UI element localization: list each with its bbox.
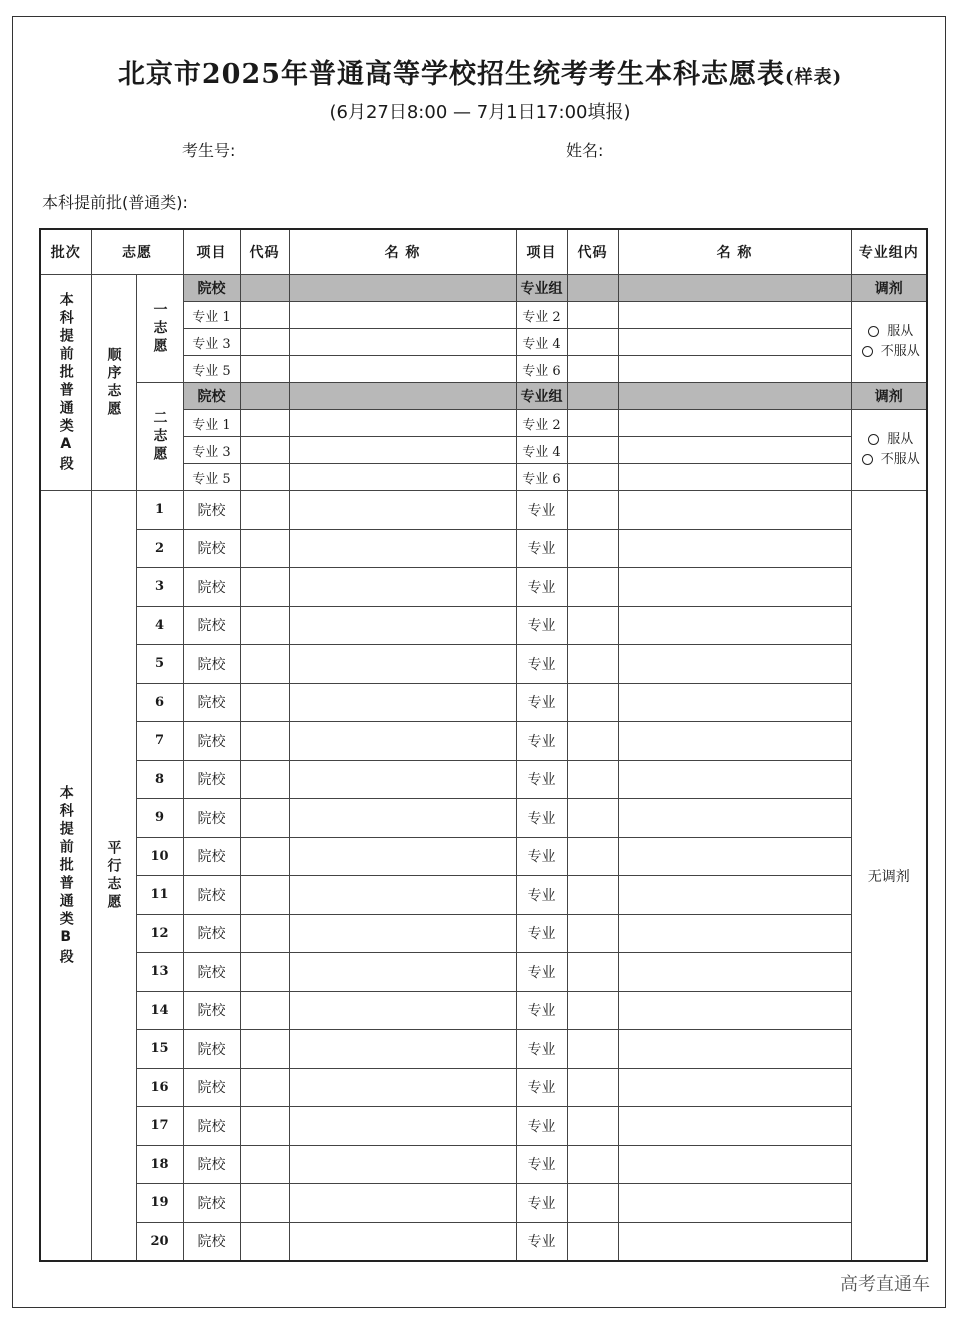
major-name-cell[interactable]	[289, 410, 516, 437]
major-label: 专业	[516, 491, 567, 530]
major-name-cell[interactable]	[618, 529, 851, 568]
parallel-row	[40, 953, 927, 992]
choice-header-row	[40, 275, 927, 302]
school-label: 院校	[183, 1030, 240, 1069]
school-label: 院校	[183, 1222, 240, 1261]
sequential-label: 顺序志愿	[91, 275, 136, 491]
school-code-cell[interactable]	[240, 722, 289, 761]
batch-b-label: 本科提前批普通类B段	[40, 491, 91, 1262]
choice-number: 5	[136, 645, 183, 684]
school-name-cell[interactable]	[289, 491, 516, 530]
parallel-row	[40, 491, 927, 530]
school-code-cell[interactable]	[240, 1222, 289, 1261]
major-name-cell[interactable]	[618, 1184, 851, 1223]
choice-label: 二志愿	[136, 383, 183, 491]
major-code-cell[interactable]	[567, 606, 618, 645]
choice-number: 20	[136, 1222, 183, 1261]
school-label: 院校	[183, 491, 240, 530]
group-name-cell[interactable]	[618, 383, 851, 410]
col-adjust: 专业组内	[851, 229, 927, 275]
major-name-cell[interactable]	[618, 568, 851, 607]
school-name-cell[interactable]	[289, 991, 516, 1030]
choice-number: 1	[136, 491, 183, 530]
major-code-cell[interactable]	[567, 1107, 618, 1146]
major-code-cell[interactable]	[240, 356, 289, 383]
major-name-cell[interactable]	[618, 1068, 851, 1107]
school-label: 院校	[183, 645, 240, 684]
group-label: 专业组	[516, 275, 567, 302]
school-label: 院校	[183, 1145, 240, 1184]
not-obey-option[interactable]: 不服从	[856, 450, 927, 470]
major-label: 专业	[516, 837, 567, 876]
major-code-cell[interactable]	[567, 1030, 618, 1069]
school-label: 院校	[183, 953, 240, 992]
choice-number: 19	[136, 1184, 183, 1223]
major-code-cell[interactable]	[567, 799, 618, 838]
major-code-cell[interactable]	[567, 1222, 618, 1261]
choice-number: 13	[136, 953, 183, 992]
choice-number: 6	[136, 683, 183, 722]
school-name-cell[interactable]	[289, 722, 516, 761]
school-name-cell[interactable]	[289, 529, 516, 568]
major-code-cell[interactable]	[567, 568, 618, 607]
major-code-cell[interactable]	[567, 437, 618, 464]
school-code-cell[interactable]	[240, 491, 289, 530]
choice-label: 一志愿	[136, 275, 183, 383]
school-label: 院校	[183, 683, 240, 722]
major-name-cell[interactable]	[618, 1145, 851, 1184]
school-name-cell[interactable]	[289, 1222, 516, 1261]
parallel-row	[40, 914, 927, 953]
school-code-cell[interactable]	[240, 799, 289, 838]
school-name-cell[interactable]	[289, 383, 516, 410]
school-code-cell[interactable]	[240, 1068, 289, 1107]
major-name-cell[interactable]	[618, 1030, 851, 1069]
col-choice: 志愿	[91, 229, 183, 275]
major-code-cell[interactable]	[567, 529, 618, 568]
major-code-cell[interactable]	[240, 437, 289, 464]
major-label: 专业 6	[516, 464, 567, 491]
choice-number: 16	[136, 1068, 183, 1107]
major-code-cell[interactable]	[567, 914, 618, 953]
school-code-cell[interactable]	[240, 876, 289, 915]
parallel-row	[40, 683, 927, 722]
school-name-cell[interactable]	[289, 914, 516, 953]
major-label: 专业	[516, 1184, 567, 1223]
major-code-cell[interactable]	[567, 1068, 618, 1107]
major-name-cell[interactable]	[618, 953, 851, 992]
obey-option[interactable]: 服从	[856, 322, 927, 342]
radio-circle-icon[interactable]	[868, 434, 879, 445]
major-name-cell[interactable]	[618, 410, 851, 437]
school-label: 院校	[183, 991, 240, 1030]
major-label: 专业	[516, 991, 567, 1030]
school-label: 院校	[183, 876, 240, 915]
group-name-cell[interactable]	[618, 275, 851, 302]
major-label: 专业 5	[183, 356, 240, 383]
fill-period: (6月27日8:00 — 7月1日17:00填报)	[329, 102, 631, 123]
parallel-row	[40, 1068, 927, 1107]
major-code-cell[interactable]	[240, 464, 289, 491]
major-code-cell[interactable]	[567, 722, 618, 761]
school-code-cell[interactable]	[240, 914, 289, 953]
major-label: 专业	[516, 914, 567, 953]
major-label: 专业	[516, 1030, 567, 1069]
major-label: 专业 1	[183, 302, 240, 329]
col-code2: 代码	[567, 229, 618, 275]
major-code-cell[interactable]	[240, 302, 289, 329]
parallel-row	[40, 568, 927, 607]
major-label: 专业 4	[516, 437, 567, 464]
group-code-cell[interactable]	[567, 383, 618, 410]
major-name-cell[interactable]	[618, 837, 851, 876]
major-name-cell[interactable]	[289, 356, 516, 383]
table-header	[40, 229, 927, 275]
school-name-cell[interactable]	[289, 876, 516, 915]
parallel-row	[40, 1222, 927, 1261]
major-code-cell[interactable]	[567, 953, 618, 992]
major-label: 专业 3	[183, 437, 240, 464]
major-name-cell[interactable]	[618, 1107, 851, 1146]
major-label: 专业 3	[183, 329, 240, 356]
col-item: 项目	[183, 229, 240, 275]
major-code-cell[interactable]	[567, 1145, 618, 1184]
school-code-cell[interactable]	[240, 606, 289, 645]
major-label: 专业 6	[516, 356, 567, 383]
major-label: 专业	[516, 722, 567, 761]
major-name-cell[interactable]	[618, 799, 851, 838]
no-adjust-label: 无调剂	[851, 491, 927, 1262]
radio-circle-icon[interactable]	[862, 454, 873, 465]
radio-circle-icon[interactable]	[868, 326, 879, 337]
school-name-cell[interactable]	[289, 568, 516, 607]
major-label: 专业	[516, 876, 567, 915]
major-code-cell[interactable]	[567, 410, 618, 437]
school-label: 院校	[183, 799, 240, 838]
major-code-cell[interactable]	[567, 837, 618, 876]
choice-number: 8	[136, 760, 183, 799]
major-name-cell[interactable]	[289, 329, 516, 356]
major-name-cell[interactable]	[618, 437, 851, 464]
school-label: 院校	[183, 1068, 240, 1107]
parallel-row	[40, 799, 927, 838]
major-name-cell[interactable]	[618, 991, 851, 1030]
school-label: 院校	[183, 837, 240, 876]
major-label: 专业	[516, 568, 567, 607]
major-label: 专业 2	[516, 302, 567, 329]
not-obey-option[interactable]: 不服从	[856, 342, 927, 362]
major-label: 专业 4	[516, 329, 567, 356]
choice-header-row	[40, 383, 927, 410]
parallel-row	[40, 1145, 927, 1184]
major-name-cell[interactable]	[618, 329, 851, 356]
major-code-cell[interactable]	[567, 491, 618, 530]
obey-option[interactable]: 服从	[856, 430, 927, 450]
choice-number: 11	[136, 876, 183, 915]
school-label: 院校	[183, 722, 240, 761]
major-code-cell[interactable]	[567, 760, 618, 799]
school-name-cell[interactable]	[289, 799, 516, 838]
school-label: 院校	[183, 914, 240, 953]
candidate-number-label: 考生号:	[182, 141, 236, 160]
choice-number: 17	[136, 1107, 183, 1146]
adjust-label: 调剂	[851, 383, 927, 410]
major-name-cell[interactable]	[618, 683, 851, 722]
school-code-cell[interactable]	[240, 991, 289, 1030]
group-label: 专业组	[516, 383, 567, 410]
major-label: 专业	[516, 529, 567, 568]
major-code-cell[interactable]	[567, 991, 618, 1030]
school-code-cell[interactable]	[240, 837, 289, 876]
major-label: 专业	[516, 1068, 567, 1107]
parallel-row	[40, 991, 927, 1030]
major-label: 专业	[516, 760, 567, 799]
major-name-cell[interactable]	[618, 356, 851, 383]
major-label: 专业	[516, 799, 567, 838]
parallel-row	[40, 837, 927, 876]
parallel-row	[40, 606, 927, 645]
school-code-cell[interactable]	[240, 645, 289, 684]
major-name-cell[interactable]	[289, 437, 516, 464]
school-name-cell[interactable]	[289, 1068, 516, 1107]
adjust-options	[851, 410, 927, 491]
choice-number: 12	[136, 914, 183, 953]
major-code-cell[interactable]	[240, 410, 289, 437]
major-label: 专业 1	[183, 410, 240, 437]
parallel-row	[40, 1030, 927, 1069]
school-code-cell[interactable]	[240, 568, 289, 607]
choice-number: 18	[136, 1145, 183, 1184]
col-name2: 名 称	[618, 229, 851, 275]
school-code-cell[interactable]	[240, 1184, 289, 1223]
major-code-cell[interactable]	[567, 876, 618, 915]
major-name-cell[interactable]	[618, 1222, 851, 1261]
form-title: 北京市2025年普通高等学校招生统考考生本科志愿表(样表)	[117, 59, 843, 90]
major-label: 专业	[516, 953, 567, 992]
parallel-row	[40, 1107, 927, 1146]
choice-number: 15	[136, 1030, 183, 1069]
major-name-cell[interactable]	[618, 606, 851, 645]
school-label: 院校	[183, 1184, 240, 1223]
school-label: 院校	[183, 529, 240, 568]
radio-circle-icon[interactable]	[862, 346, 873, 357]
school-label: 院校	[183, 606, 240, 645]
major-label: 专业	[516, 683, 567, 722]
major-name-cell[interactable]	[618, 914, 851, 953]
school-name-cell[interactable]	[289, 953, 516, 992]
school-name-cell[interactable]	[289, 1145, 516, 1184]
major-code-cell[interactable]	[567, 356, 618, 383]
batch-label: 本科提前批(普通类):	[42, 193, 188, 212]
major-name-cell[interactable]	[618, 760, 851, 799]
school-code-cell[interactable]	[240, 683, 289, 722]
choice-number: 14	[136, 991, 183, 1030]
parallel-label: 平行志愿	[91, 491, 136, 1262]
school-name-cell[interactable]	[289, 1030, 516, 1069]
school-code-cell[interactable]	[240, 383, 289, 410]
parallel-row	[40, 1184, 927, 1223]
major-code-cell[interactable]	[567, 329, 618, 356]
school-name-cell[interactable]	[289, 683, 516, 722]
school-name-cell[interactable]	[289, 606, 516, 645]
choice-number: 10	[136, 837, 183, 876]
parallel-row	[40, 876, 927, 915]
major-label: 专业	[516, 606, 567, 645]
col-item2: 项目	[516, 229, 567, 275]
major-label: 专业	[516, 1107, 567, 1146]
group-code-cell[interactable]	[567, 275, 618, 302]
major-code-cell[interactable]	[567, 645, 618, 684]
school-code-cell[interactable]	[240, 1145, 289, 1184]
col-name: 名 称	[289, 229, 516, 275]
application-table	[39, 228, 928, 1262]
school-label: 院校	[183, 275, 240, 302]
adjust-options	[851, 302, 927, 383]
school-name-cell[interactable]	[289, 1184, 516, 1223]
school-name-cell[interactable]	[289, 645, 516, 684]
candidate-name-label: 姓名:	[566, 141, 604, 160]
major-code-cell[interactable]	[567, 683, 618, 722]
major-label: 专业	[516, 1145, 567, 1184]
school-code-cell[interactable]	[240, 529, 289, 568]
major-name-cell[interactable]	[618, 876, 851, 915]
major-name-cell[interactable]	[618, 464, 851, 491]
school-code-cell[interactable]	[240, 1107, 289, 1146]
school-name-cell[interactable]	[289, 837, 516, 876]
school-code-cell[interactable]	[240, 1030, 289, 1069]
parallel-row	[40, 645, 927, 684]
major-label: 专业	[516, 645, 567, 684]
major-label: 专业	[516, 1222, 567, 1261]
col-code: 代码	[240, 229, 289, 275]
watermark: 高考直通车	[840, 1274, 930, 1295]
school-code-cell[interactable]	[240, 760, 289, 799]
school-name-cell[interactable]	[289, 760, 516, 799]
parallel-row	[40, 722, 927, 761]
school-label: 院校	[183, 760, 240, 799]
parallel-row	[40, 529, 927, 568]
school-name-cell[interactable]	[289, 275, 516, 302]
choice-number: 7	[136, 722, 183, 761]
school-code-cell[interactable]	[240, 953, 289, 992]
school-label: 院校	[183, 383, 240, 410]
major-name-cell[interactable]	[618, 491, 851, 530]
school-code-cell[interactable]	[240, 275, 289, 302]
major-name-cell[interactable]	[618, 722, 851, 761]
school-label: 院校	[183, 1107, 240, 1146]
adjust-label: 调剂	[851, 275, 927, 302]
major-code-cell[interactable]	[567, 302, 618, 329]
major-code-cell[interactable]	[567, 1184, 618, 1223]
major-label: 专业 2	[516, 410, 567, 437]
school-label: 院校	[183, 568, 240, 607]
choice-number: 3	[136, 568, 183, 607]
major-name-cell[interactable]	[618, 302, 851, 329]
col-batch: 批次	[40, 229, 91, 275]
major-name-cell[interactable]	[289, 464, 516, 491]
choice-number: 4	[136, 606, 183, 645]
batch-a-label: 本科提前批普通类A段	[40, 275, 91, 491]
parallel-row	[40, 760, 927, 799]
major-label: 专业 5	[183, 464, 240, 491]
major-name-cell[interactable]	[289, 302, 516, 329]
major-code-cell[interactable]	[240, 329, 289, 356]
major-name-cell[interactable]	[618, 645, 851, 684]
choice-number: 9	[136, 799, 183, 838]
school-name-cell[interactable]	[289, 1107, 516, 1146]
major-code-cell[interactable]	[567, 464, 618, 491]
choice-number: 2	[136, 529, 183, 568]
